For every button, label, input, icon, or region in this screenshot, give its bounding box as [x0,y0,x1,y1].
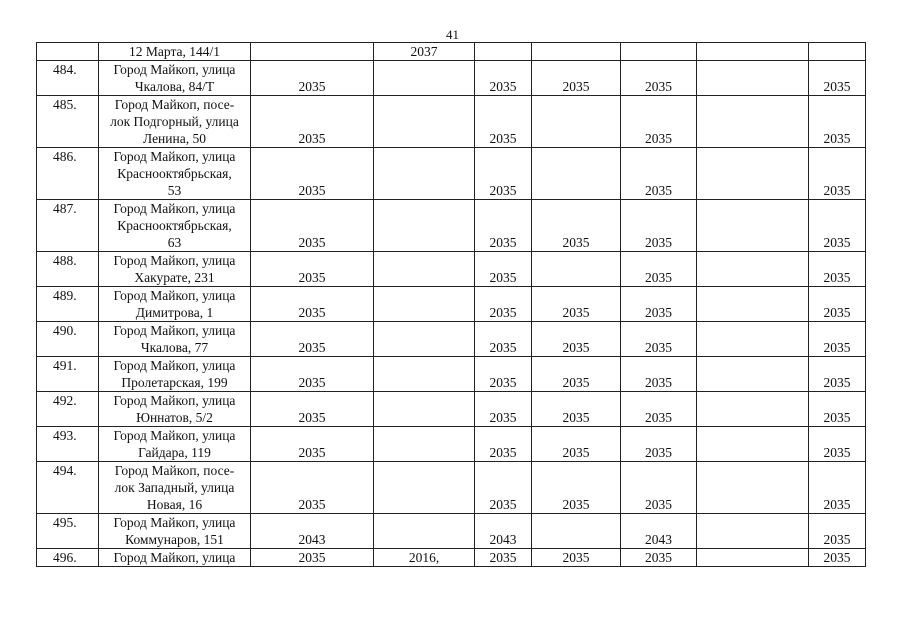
table-body [37,43,866,567]
year-cell: 2016, [374,549,475,567]
year-cell: 2035 [809,427,866,462]
year-cell [697,357,809,392]
address-line: Новая, 16 [146,497,203,512]
address-line: Краснооктябрьская, [117,166,232,181]
year-cell [697,96,809,148]
address-cell [99,514,251,549]
table-row [37,61,866,96]
year-cell [697,287,809,322]
address-line: Город Майкоп, улица [113,149,236,164]
address-cell [99,462,251,514]
year-cell: 2035 [532,549,621,567]
year-cell [532,252,621,287]
year-cell: 2037 [374,43,475,61]
table-row [37,252,866,287]
year-cell [697,462,809,514]
year-cell [697,549,809,567]
year-cell: 2035 [475,462,532,514]
year-cell: 2035 [809,549,866,567]
year-cell [697,322,809,357]
address-cell [99,61,251,96]
year-cell: 2035 [621,322,697,357]
year-cell: 2035 [809,357,866,392]
year-cell [697,61,809,96]
year-cell: 2043 [251,514,374,549]
table-row [37,427,866,462]
year-cell: 2035 [621,427,697,462]
year-cell: 2035 [809,252,866,287]
year-cell: 2035 [809,61,866,96]
year-cell: 2035 [809,514,866,549]
year-cell: 2035 [532,392,621,427]
row-number: 494. [37,462,99,514]
year-cell: 2035 [251,96,374,148]
row-number: 492. [37,392,99,427]
row-number: 493. [37,427,99,462]
year-cell: 2035 [251,392,374,427]
year-cell: 2035 [532,427,621,462]
table-row [37,392,866,427]
year-cell: 2035 [251,357,374,392]
table-row [37,357,866,392]
table-row [37,514,866,549]
year-cell: 2035 [621,462,697,514]
facilities-table [36,42,866,567]
address-line: Краснооктябрьская, [117,218,232,233]
year-cell: 2035 [475,148,532,200]
year-cell: 2035 [475,427,532,462]
table-row [37,148,866,200]
year-cell: 2043 [621,514,697,549]
row-number: 488. [37,252,99,287]
year-cell [374,392,475,427]
row-number [37,43,99,61]
address-cell [99,427,251,462]
address-line: Город Майкоп, посе- [114,463,235,478]
address-line: Димитрова, 1 [135,305,214,320]
year-cell [532,148,621,200]
year-cell [374,61,475,96]
year-cell [374,427,475,462]
address-line: 63 [167,235,182,250]
year-cell: 2035 [475,549,532,567]
year-cell [374,287,475,322]
address-line: лок Западный, улица [114,480,235,495]
year-cell [697,148,809,200]
year-cell: 2035 [475,61,532,96]
year-cell: 2035 [621,392,697,427]
table-row [37,287,866,322]
table-row [37,549,866,567]
year-cell: 2035 [251,462,374,514]
year-cell [374,322,475,357]
page-number: 41 [446,27,459,42]
year-cell: 2035 [251,427,374,462]
year-cell: 2035 [475,392,532,427]
year-cell [374,514,475,549]
address-line: Чкалова, 77 [140,340,209,355]
year-cell [697,252,809,287]
address-line: Ленина, 50 [143,131,206,146]
year-cell: 2035 [809,200,866,252]
row-number: 484. [37,61,99,96]
address-cell [99,96,251,148]
year-cell: 2035 [621,357,697,392]
address-line: Город Майкоп, улица [113,323,236,338]
address-cell [99,322,251,357]
address-line: Юннатов, 5/2 [136,410,213,425]
year-cell: 2035 [532,287,621,322]
address-line: 53 [167,183,182,198]
address-cell [99,357,251,392]
year-cell: 2035 [809,148,866,200]
row-number: 490. [37,322,99,357]
address-cell [99,549,251,567]
address-line: Коммунаров, 151 [125,532,224,547]
address-line: Город Майкоп, посе- [114,97,235,112]
address-cell [99,252,251,287]
year-cell: 2035 [532,61,621,96]
address-line: Город Майкоп, улица [113,62,236,77]
row-number: 486. [37,148,99,200]
year-cell [374,148,475,200]
row-number: 489. [37,287,99,322]
year-cell: 2035 [532,357,621,392]
year-cell: 2035 [809,392,866,427]
address-line: Город Майкоп, улица [113,550,236,565]
year-cell [532,96,621,148]
year-cell: 2035 [809,96,866,148]
year-cell: 2035 [621,148,697,200]
year-cell: 2035 [251,61,374,96]
year-cell: 2035 [251,287,374,322]
address-line: Хакурате, 231 [134,270,215,285]
year-cell: 2035 [251,322,374,357]
row-number: 485. [37,96,99,148]
year-cell [532,514,621,549]
year-cell: 2035 [621,549,697,567]
year-cell [697,392,809,427]
year-cell: 2035 [475,357,532,392]
year-cell [374,462,475,514]
table-row [37,462,866,514]
address-cell [99,287,251,322]
year-cell [532,43,621,61]
year-cell: 2035 [251,549,374,567]
address-line: Город Майкоп, улица [113,428,236,443]
year-cell [374,252,475,287]
address-line: Город Майкоп, улица [113,288,236,303]
year-cell [697,427,809,462]
address-line: Город Майкоп, улица [113,393,236,408]
address-line: Город Майкоп, улица [113,253,236,268]
address-line: Город Майкоп, улица [113,201,236,216]
year-cell [374,96,475,148]
year-cell: 2035 [621,287,697,322]
year-cell [374,357,475,392]
year-cell: 2035 [532,322,621,357]
address-line: Город Майкоп, улица [113,515,236,530]
year-cell: 2035 [532,462,621,514]
address-cell [99,200,251,252]
address-line: 12 Марта, 144/1 [129,44,220,59]
year-cell [475,43,532,61]
year-cell: 2035 [621,61,697,96]
year-cell: 2035 [251,148,374,200]
year-cell: 2035 [809,287,866,322]
table-row [37,200,866,252]
address-line: Пролетарская, 199 [121,375,228,390]
year-cell: 2035 [475,200,532,252]
address-line: лок Подгорный, улица [110,114,239,129]
address-line: Гайдара, 119 [138,445,211,460]
table-row [37,43,866,61]
year-cell [697,514,809,549]
year-cell [621,43,697,61]
year-cell: 2035 [809,462,866,514]
year-cell [697,43,809,61]
table-row [37,322,866,357]
year-cell [251,43,374,61]
year-cell: 2035 [809,322,866,357]
year-cell: 2035 [621,96,697,148]
address-line: Чкалова, 84/Т [134,79,215,94]
address-line: Город Майкоп, улица [113,358,236,373]
year-cell: 2035 [475,287,532,322]
year-cell: 2035 [475,322,532,357]
address-cell [99,43,251,61]
year-cell: 2035 [475,252,532,287]
year-cell [809,43,866,61]
year-cell: 2043 [475,514,532,549]
row-number: 495. [37,514,99,549]
year-cell [374,200,475,252]
year-cell: 2035 [532,200,621,252]
row-number: 496. [37,549,99,567]
row-number: 487. [37,200,99,252]
address-cell [99,148,251,200]
row-number: 491. [37,357,99,392]
year-cell: 2035 [251,252,374,287]
year-cell: 2035 [621,252,697,287]
year-cell: 2035 [621,200,697,252]
year-cell: 2035 [475,96,532,148]
year-cell: 2035 [251,200,374,252]
table-row [37,96,866,148]
address-cell [99,392,251,427]
year-cell [697,200,809,252]
